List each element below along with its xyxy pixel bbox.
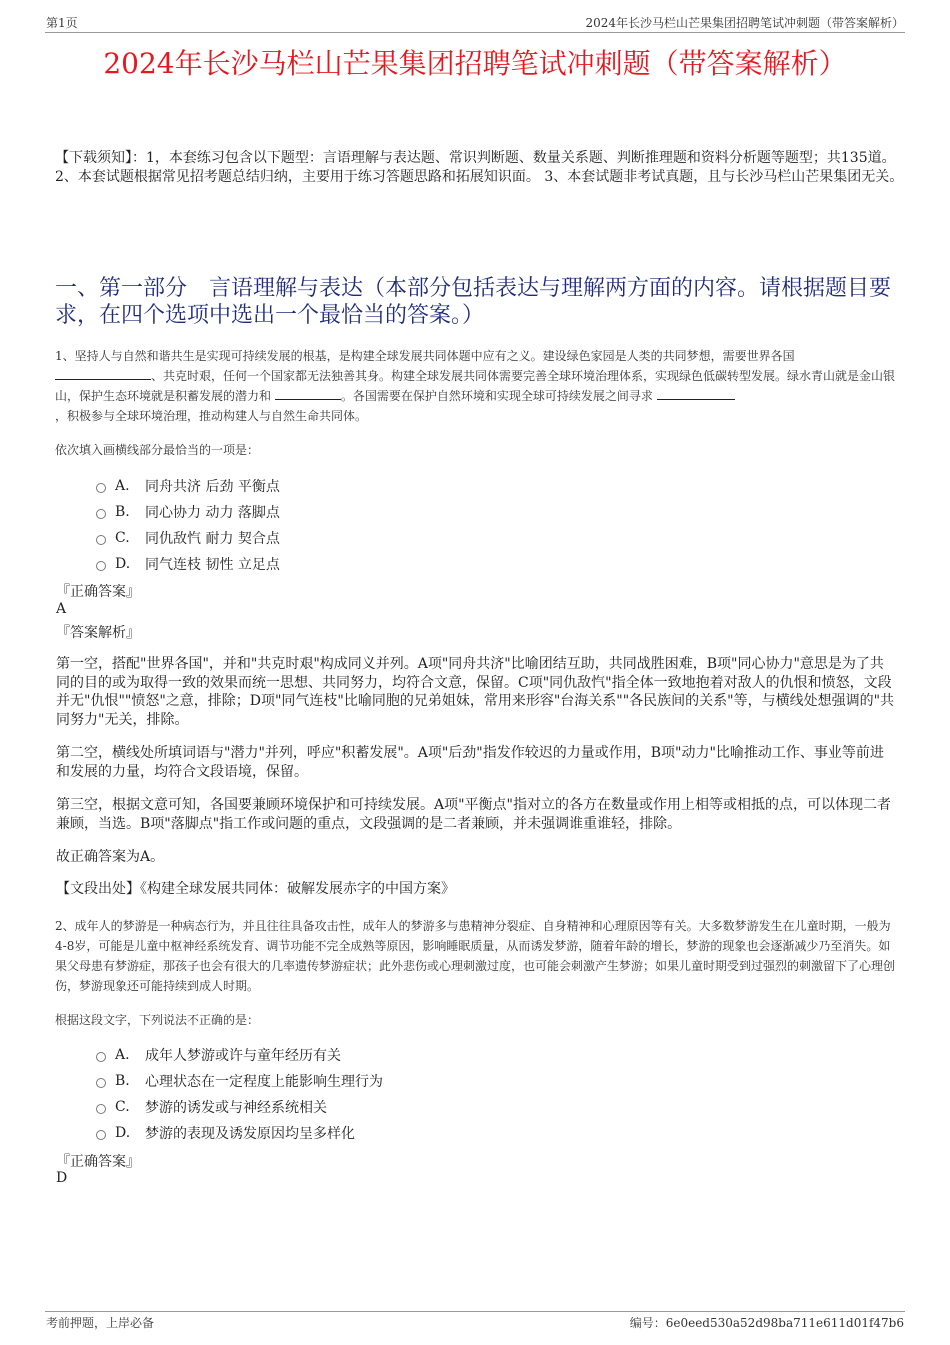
radio-icon[interactable] xyxy=(96,1052,106,1062)
q1-option-a[interactable]: A. 同舟共济 后劲 平衡点 xyxy=(96,476,280,496)
fill-blank xyxy=(55,367,151,380)
page-number: 第1页 xyxy=(46,16,78,30)
analysis-paragraph-2: 第二空，横线处所填词语与"潜力"并列，呼应"积蓄发展"。A项"后劲"指发作较迟的力量或作用，B项"动力"比喻推动工作、事业等前进和发展的力量，均符合文段语境，保留。 xyxy=(56,745,884,780)
q1-answer-label: 『正确答案』 xyxy=(56,584,140,600)
q2-option-c[interactable]: C. 梦游的诱发或与神经系统相关 xyxy=(96,1097,327,1117)
q1-option-c[interactable]: C. 同仇敌忾 耐力 契合点 xyxy=(96,528,280,548)
analysis-paragraph-3: 第三空，根据文意可知，各国要兼顾环境保护和可持续发展。A项"平衡点"指对立的各方在数量或作用上相等或相抵的点，可以体现二者兼顾，当选。B项"落脚点"指工作或问题的重点，文段强调的是二者兼顾，并未强调谁重谁轻，排除。 xyxy=(56,797,891,832)
question-2-prompt: 根据这段文字，下列说法不正确的是： xyxy=(55,1013,260,1027)
q2-option-b[interactable]: B. 心理状态在一定程度上能影响生理行为 xyxy=(96,1071,383,1091)
q1-option-b[interactable]: B. 同心协力 动力 落脚点 xyxy=(96,502,280,522)
section-heading: 一、第一部分 言语理解与表达（本部分包括表达与理解两方面的内容。请根据题目要求，在四个选项中选出一个最恰当的答案。） xyxy=(55,276,892,328)
download-notice: 【下载须知】：1，本套练习包含以下题型：言语理解与表达题、常识判断题、数量关系题、判断推理题和资料分析题等题型；共135道。2、本套试题根据常见招考题总结归纳，主要用于练习答题思路和拓展知识面。 3、本套试题非考试真题，且与长沙马栏山芒果集团无关。 xyxy=(55,150,904,185)
footer-slogan: 考前押题，上岸必备 xyxy=(46,1316,155,1330)
q2-option-d[interactable]: D. 梦游的表现及诱发原因均呈多样化 xyxy=(96,1123,355,1143)
analysis-conclusion: 故正确答案为A。 xyxy=(56,849,165,865)
radio-icon[interactable] xyxy=(96,1078,106,1088)
footer-divider xyxy=(45,1311,905,1312)
q1-analysis-label: 『答案解析』 xyxy=(56,625,140,641)
fill-blank xyxy=(275,387,341,400)
q1-answer: A xyxy=(56,601,67,617)
fill-blank xyxy=(657,387,735,400)
question-1-prompt: 依次填入画横线部分最恰当的一项是： xyxy=(55,443,260,457)
page-title: 2024年长沙马栏山芒果集团招聘笔试冲刺题（带答案解析） xyxy=(103,47,847,80)
q1-option-d[interactable]: D. 同气连枝 韧性 立足点 xyxy=(96,554,280,574)
header-divider xyxy=(45,32,905,33)
radio-icon[interactable] xyxy=(96,483,106,493)
q2-option-a[interactable]: A. 成年人梦游或许与童年经历有关 xyxy=(96,1045,341,1065)
q2-answer: D xyxy=(56,1170,68,1186)
radio-icon[interactable] xyxy=(96,1104,106,1114)
text-source: 【文段出处】《构建全球发展共同体：破解发展赤字的中国方案》 xyxy=(56,881,455,897)
radio-icon[interactable] xyxy=(96,561,106,571)
radio-icon[interactable] xyxy=(96,509,106,519)
question-2-text: 2、成年人的梦游是一种病态行为，并且往往具备攻击性，成年人的梦游多与患精神分裂症、自身精神和心理原因等有关。大多数梦游发生在儿童时期，一般为4-8岁，可能是儿童中枢神经系统发育、调节功能不完全成熟等原因，影响睡眠质量，从而诱发梦游，随着年龄的增长，梦游的现象也会逐渐减少乃至消失。如果父母患有梦游症，那孩子也会有很大的几率遗传梦游症状；此外悲伤或心理刺激过度，也可能会刺激产生梦游；如果儿童时期受到过强烈的刺激留下了心理创伤，梦游现象还可能持续到成人时期。 xyxy=(55,919,896,993)
radio-icon[interactable] xyxy=(96,1130,106,1140)
header-title: 2024年长沙马栏山芒果集团招聘笔试冲刺题（带答案解析） xyxy=(585,16,904,30)
q2-answer-label: 『正确答案』 xyxy=(56,1154,140,1170)
analysis-paragraph-1: 第一空，搭配"世界各国"，并和"共克时艰"构成同义并列。A项"同舟共济"比喻团结互助，共同战胜困难，B项"同心协力"意思是为了共同的目的或为取得一致的效果而统一思想、共同努力，均符合文意，保留。C项"同仇敌忾"指全体一致地抱着对敌人的仇恨和愤怒，文段并无"仇恨""愤怒"之意，排除；D项"同气连枝"比喻同胞的兄弟姐妹，常用来形容"台海关系""各民族间的关系"等，与横线处想强调的"共同努力"无关，排除。 xyxy=(56,656,895,728)
question-1-text: 1、坚持人与自然和谐共生是实现可持续发展的根基，是构建全球发展共同体题中应有之义。建设绿色家园是人类的共同梦想，需要世界各国 、共克时艰，任何一个国家都无法独善其身。构建全球发展共同体需要完善全球环境治理体系，实现绿色低碳转型发展。绿水青山就是金山银山，保护生态环境就是积蓄发展的潜力和 。各国需要在保护自然环境和实现全球可持续发展之间寻求 ，积极参与全球环境治理，推动构建人与自然生命共同体。 xyxy=(55,349,896,423)
radio-icon[interactable] xyxy=(96,535,106,545)
footer-doc-id: 编号：6e0eed530a52d98ba711e611d01f47b6 xyxy=(629,1316,904,1330)
